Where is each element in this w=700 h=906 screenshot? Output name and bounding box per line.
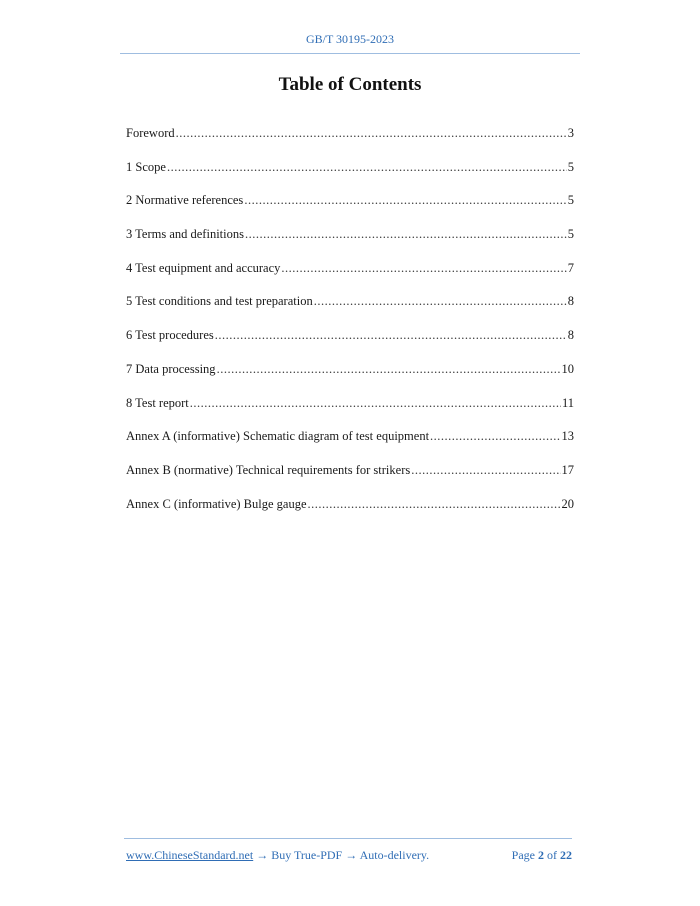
document-code: GB/T 30195-2023	[305, 32, 395, 46]
header-divider	[120, 53, 580, 54]
toc-page-number: 11	[561, 395, 574, 410]
toc-page-number: 5	[567, 193, 574, 208]
arrow-icon: →	[256, 848, 269, 862]
toc-page-number: 5	[567, 227, 574, 242]
toc-entry-test-conditions[interactable]	[126, 294, 574, 328]
toc-label: 4 Test equipment and accuracy	[126, 260, 281, 275]
toc-entry-scope[interactable]	[126, 160, 574, 194]
toc-page-number: 20	[561, 496, 574, 511]
toc-entry-normative-references[interactable]	[126, 193, 574, 227]
toc-page-number: 13	[561, 429, 574, 444]
toc-leader-dots	[176, 126, 567, 141]
toc-page-number: 10	[561, 361, 574, 376]
toc-entry-annex-a[interactable]	[126, 429, 574, 463]
toc-leader-dots	[215, 328, 567, 343]
toc-page-number: 5	[567, 159, 574, 174]
toc-leader-dots	[430, 429, 560, 444]
page-of: of	[547, 848, 557, 862]
toc-label: Annex B (normative) Technical requirements for strikers	[126, 462, 411, 477]
toc-leader-dots	[167, 160, 567, 175]
toc-entry-annex-b[interactable]	[126, 463, 574, 497]
footer-promo	[126, 848, 429, 863]
page-footer	[126, 848, 572, 863]
table-of-contents	[126, 126, 574, 530]
auto-delivery-text: Auto-delivery.	[359, 848, 430, 862]
toc-entry-foreword[interactable]	[126, 126, 574, 160]
chinese-standard-link[interactable]: www.ChineseStandard.net	[126, 848, 254, 862]
toc-page-number: 7	[567, 260, 574, 275]
toc-label: 7 Data processing	[126, 361, 216, 376]
toc-label: 1 Scope	[126, 159, 166, 174]
footer-divider	[124, 838, 572, 839]
toc-label: Annex C (informative) Bulge gauge	[126, 496, 307, 511]
buy-true-pdf-text: Buy True-PDF	[271, 848, 343, 862]
toc-entry-test-equipment[interactable]	[126, 261, 574, 295]
toc-leader-dots	[411, 463, 560, 478]
toc-leader-dots	[308, 497, 561, 512]
toc-label: 5 Test conditions and test preparation	[126, 294, 313, 309]
toc-page-number: 8	[567, 328, 574, 343]
toc-leader-dots	[190, 396, 561, 411]
toc-leader-dots	[281, 261, 566, 276]
toc-label: 8 Test report	[126, 395, 189, 410]
toc-page-number: 3	[567, 126, 574, 140]
toc-leader-dots	[245, 227, 567, 242]
toc-label: 2 Normative references	[126, 193, 244, 208]
toc-label: Foreword	[126, 126, 175, 140]
toc-leader-dots	[244, 193, 566, 208]
toc-page-number: 17	[561, 462, 574, 477]
page-prefix: Page	[511, 848, 535, 862]
total-pages: 22	[560, 848, 572, 862]
toc-label: Annex A (informative) Schematic diagram of test equipment	[126, 429, 430, 444]
page-title: Table of Contents	[278, 74, 422, 95]
current-page: 2	[538, 848, 544, 862]
toc-label: 6 Test procedures	[126, 328, 214, 343]
toc-entry-data-processing[interactable]	[126, 362, 574, 396]
toc-label: 3 Terms and definitions	[126, 227, 244, 242]
toc-leader-dots	[217, 362, 561, 377]
toc-page-number: 8	[567, 294, 574, 309]
toc-entry-test-procedures[interactable]	[126, 328, 574, 362]
page-indicator	[512, 848, 572, 863]
toc-entry-test-report[interactable]	[126, 396, 574, 430]
toc-leader-dots	[314, 294, 567, 309]
toc-entry-annex-c[interactable]	[126, 497, 574, 531]
arrow-icon: →	[345, 848, 358, 862]
toc-entry-terms-definitions[interactable]	[126, 227, 574, 261]
